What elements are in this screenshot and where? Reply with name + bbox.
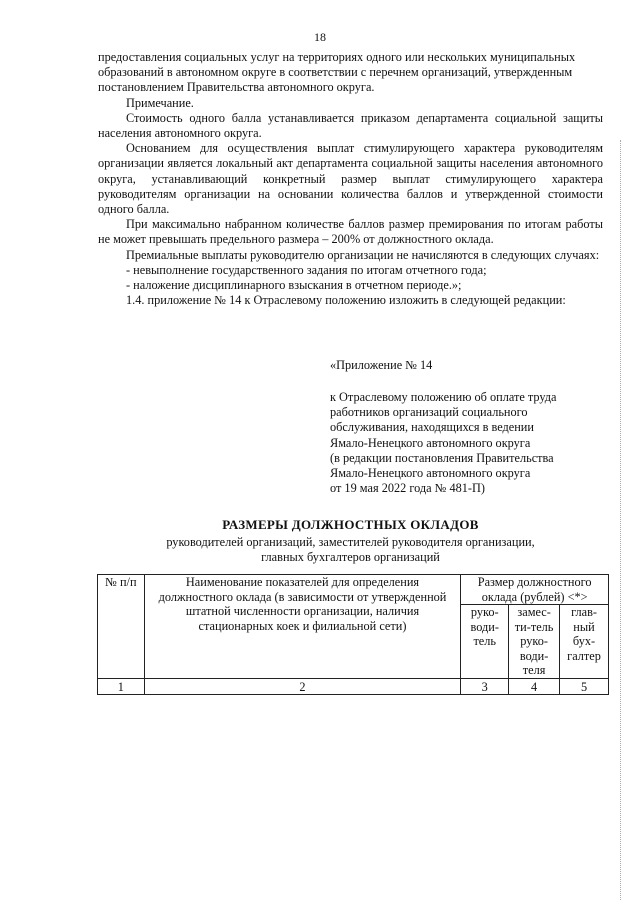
appendix-line: Ямало-Ненецкого автономного округа [330,435,531,450]
header-number: № п/п [98,575,145,679]
appendix-title-text: «Приложение № 14 [330,358,433,372]
paragraph: При максимально набранном количестве баллов размер премирования по итогам работы не может превышать предельного размера – 200% от должностного оклада. [98,217,603,247]
scan-edge-marks [620,140,622,900]
table-header-row [98,575,609,605]
appendix-title [330,358,610,373]
body-text [98,50,603,308]
header-deputy: замес-ти-тель руко-води-теля [509,605,560,679]
header-accountant: глав-ный бух-галтер [560,605,609,679]
appendix-reference [330,390,610,496]
document-subtitle [98,535,603,565]
paragraph: Стоимость одного балла устанавливается приказом департамента социальной защиты населения автономного округа. [98,110,603,141]
header-salary-size: Размер должностного оклада (рублей) <*> [461,575,609,605]
subtitle-line: главных бухгалтеров организаций [261,550,440,565]
paragraph: предоставления социальных услуг на территориях одного или нескольких муниципальных образований в автономном округе в соответствии с перечнем организаций, утвержденным постановлением Правительства автономного округа. [98,50,576,95]
paragraph: Основанием для осуществления выплат стимулирующего характера руководителям организации является локальный акт департамента социальной защиты населения автономного округа, устанавливающий конкретный размер выплат стимулирующего характера руководителям организации на основании количества баллов и утвержденной стоимости одного балла. [98,141,603,217]
table-cell: 5 [560,678,609,695]
table-cell: 2 [144,678,461,695]
header-head: руко-води-тель [461,605,509,679]
paragraph: Примечание. [126,95,194,110]
table-cell: 4 [509,678,560,695]
header-indicator: Наименование показателей для определения должностного оклада (в зависимости от утвержденной штатной численности организации, наличия стационарных коек и филиальной сети) [144,575,461,679]
appendix-line: (в редакции постановления Правительства [330,450,554,465]
list-item: - наложение дисциплинарного взыскания в отчетном периоде.»; [126,278,462,293]
subtitle-line: руководителей организаций, заместителей руководителя организации, [166,535,535,549]
table-cell: 1 [98,678,145,695]
appendix-line: к Отраслевому положению об оплате труда [330,390,557,404]
paragraph: 1.4. приложение № 14 к Отраслевому положению изложить в следующей редакции: [126,293,566,308]
appendix-line: обслуживания, находящихся в ведении [330,420,534,435]
appendix-line: работников организаций социального [330,405,528,420]
paragraph: Премиальные выплаты руководителю организации не начисляются в следующих случаях: [126,247,600,262]
table-cell: 3 [461,678,509,695]
list-item: - невыполнение государственного задания по итогам отчетного года; [126,262,487,277]
document-title: РАЗМЕРЫ ДОЛЖНОСТНЫХ ОКЛАДОВ [222,517,479,532]
appendix-line: Ямало-Ненецкого автономного округа [330,466,531,481]
salary-table [97,574,609,695]
appendix-line: от 19 мая 2022 года № 481-П) [330,481,486,496]
page-number: 18 [314,30,326,44]
table-row [98,678,609,695]
